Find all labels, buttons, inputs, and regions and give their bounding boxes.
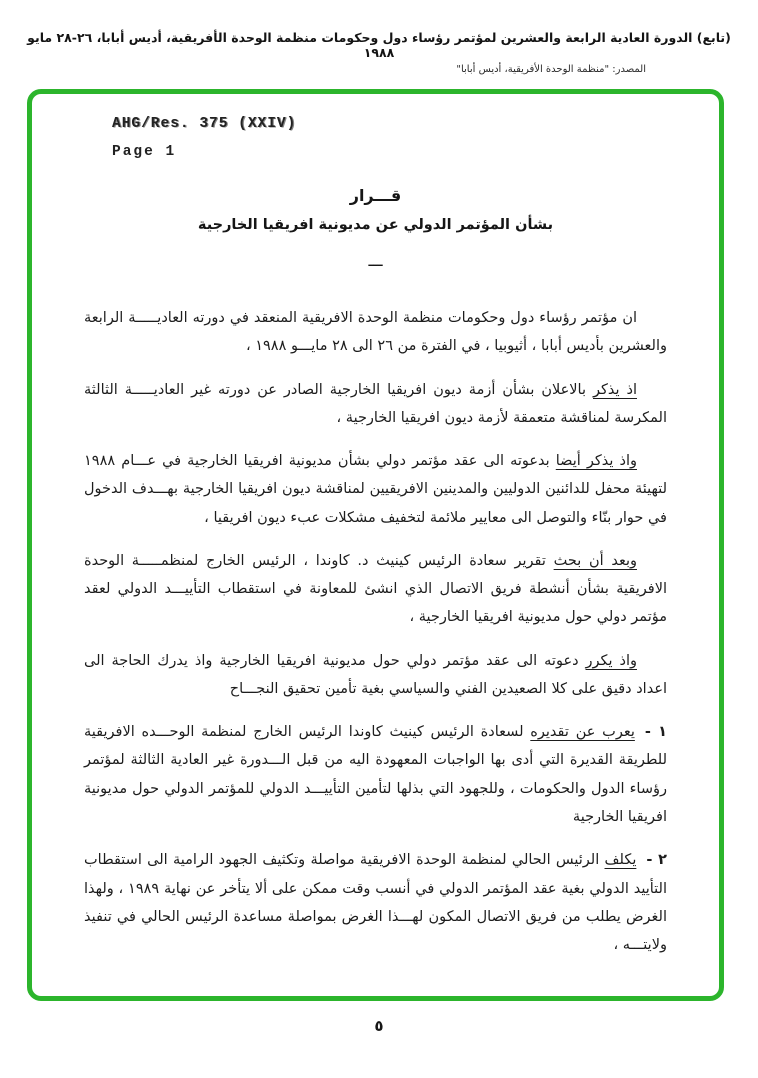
item-lead: يعرب عن تقديره — [530, 724, 635, 741]
paragraph-lead: واذ يكرر — [585, 652, 637, 669]
source-note: المصدر: "منظمة الوحدة الأفريقية، أديس أبابا" — [456, 64, 646, 75]
paragraph-text: ان مؤتمر رؤساء دول وحكومات منظمة الوحدة الافريقية المنعقد في دورته العاديـــــة الرابعة والعشرين بأديس أبابا ، أثيوبيا ، في الفترة من ٢٦ الى ٢٨ مايـــو ١٩٨٨ ، — [84, 310, 667, 355]
numbered-operative-item — [84, 718, 667, 831]
paragraph-lead: وبعد أن بحث — [553, 552, 637, 569]
paragraph-text: بدعوته الى عقد مؤتمر دولي بشأن مديونية افريقيا الخارجية في عـــام ١٩٨٨ لتهيئة محفل للدائنين الدوليين والمدينين الافريقيين لمناقشة ديون افريقيا الخارجية بهـــدف الدخول في حوار بنّاء والتوصل الى معايير ملائمة لتخفيف مشكلات عبء ديون افريقيا ، — [84, 453, 667, 526]
preamble-paragraph — [84, 304, 667, 361]
paragraph-text: تقرير سعادة الرئيس كينيث د. كاوندا ، الرئيس الخارج لمنظمـــــة الوحدة الافريقية بشأن أنشطة فريق الاتصال الذي انشئ للمعاونة في استقطاب التأييـــد الدولي لعقد مؤتمر دولي حول مديونية افريقيا الخارجية ، — [84, 552, 667, 626]
item-text: لسعادة الرئيس كينيث كاوندا الرئيس الخارج لمنظمة الوحـــده الافريقية للطريقة القديرة التي أدى بها الواجبات المعهودة اليه من قبل الـــدورة غير العادية الثالثة لمؤتمر رؤساء الدول والحكومات ، وللجهود التي بذلها لتأمين التأييـــد الدولي للمؤتمر الدولي حول مديونية افريقيا الخارجية — [84, 724, 667, 825]
paragraph-lead: واذ يذكر أيضا — [555, 453, 637, 470]
document-reference: AHG/Res. 375 (XXIV) — [112, 116, 297, 132]
resolution-body — [84, 304, 667, 959]
preamble-paragraph — [84, 647, 667, 704]
item-number: ٢ - — [646, 852, 667, 869]
preamble-paragraph — [84, 447, 667, 532]
item-number: ١ - — [644, 724, 667, 741]
page-number: ٥ — [374, 1017, 384, 1035]
preamble-paragraph — [84, 547, 667, 632]
paragraph-text: بالاعلان بشأن أزمة ديون افريقيا الخارجية الصادر عن دورته غير العاديـــــة الثالثة المكرسة لمناقشة متعمقة لأزمة ديون افريقيا الخارجية ، — [84, 381, 667, 426]
title-divider: ـــ — [368, 251, 383, 270]
page-label: Page 1 — [112, 144, 177, 160]
paragraph-text: دعوته الى عقد مؤتمر دولي حول مديونية افريقيا الخارجية واذ يدرك الحاجة الى اعداد دقيق على كلا الصعيدين الفني والسياسي بغية تأمين تحقيق النجـــاح — [84, 652, 667, 697]
session-header-line: (تابع) الدورة العادية الرابعة والعشرين لمؤتمر رؤساء دول وحكومات منظمة الوحدة الأفريقية، أديس أبابا، ٢٦-٢٨ مايو ١٩٨٨ — [27, 30, 731, 60]
preamble-paragraph — [84, 376, 667, 433]
resolution-subtitle: بشأن المؤتمر الدولي عن مديونية افريقيا الخارجية — [197, 217, 554, 233]
numbered-operative-item — [84, 846, 667, 959]
document-frame — [27, 89, 724, 1001]
item-text: الرئيس الحالي لمنظمة الوحدة الافريقية مواصلة وتكثيف الجهود الرامية الى استقطاب التأييد الدولي بغية عقد المؤتمر الدولي في أنسب وقت ممكن على ألا يتأخر عن نهاية ١٩٨٩ ، ولهذا الغرض يطلب من فريق الاتصال المكون لهـــذا الغرض بمواصلة مساعدة الرئيس الحالي في تنفيذ ولايتـــه ، — [84, 852, 667, 954]
paragraph-lead: اذ يذكر — [592, 381, 637, 398]
resolution-title: قـــرار — [349, 186, 402, 205]
item-lead: يكلف — [604, 852, 637, 869]
